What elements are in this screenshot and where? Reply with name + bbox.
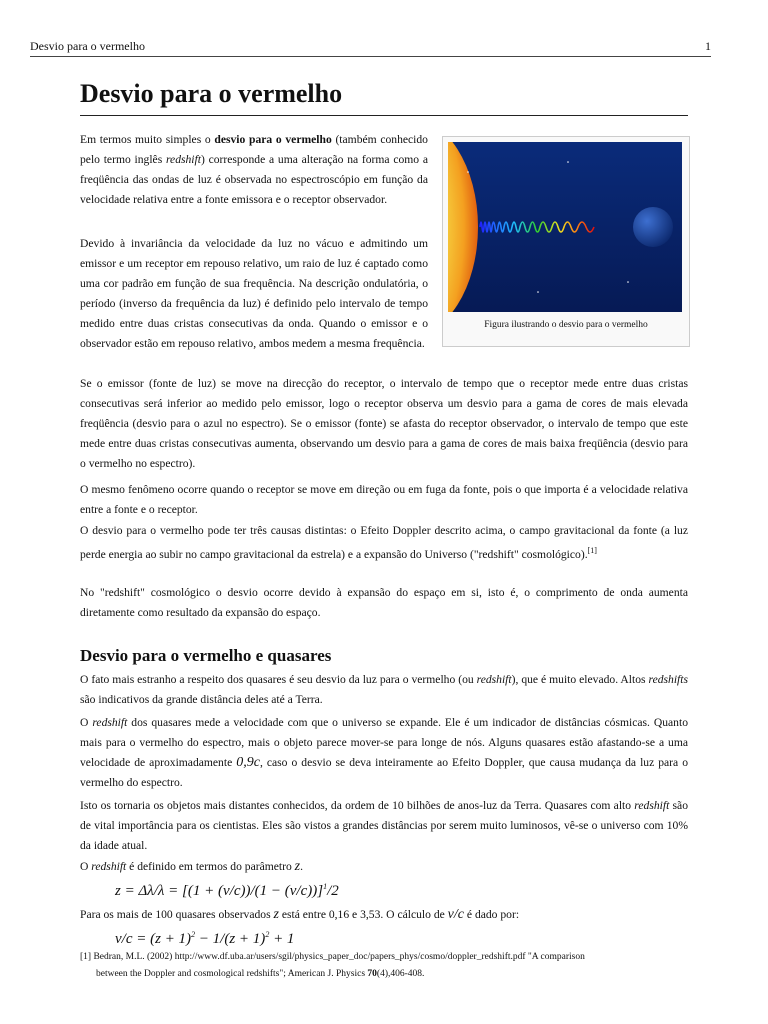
section-paragraph-2: O redshift dos quasares mede a velocidade com que o universo se expande. Ele é um indicador de distâncias cósmicas. Quanto mais para o vermelho do espectro, mais o objeto parece mover-se para longe de nós. Alguns quasares estão afastando-se a uma velocidade de aproximadamente 0,9c, caso o desvio se deva inteiramente ao Efeito Doppler, que causa mudança da luz para o vermelho do espectro. xyxy=(80,716,688,789)
body-paragraph-4: No "redshift" cosmológico o desvio ocorre devido à expansão do espaço em si, isto é, o comprimento de onda aumenta diretamente como resultado da expansão do espaço. xyxy=(80,586,688,619)
bold-term: desvio para o vermelho xyxy=(214,133,332,146)
page-number: 1 xyxy=(705,39,711,53)
body-paragraph-1: Se o emissor (fonte de luz) se move na direcção do receptor, o intervalo de tempo que o receptor mede entre duas cristas consecutivas será inferior ao medido pelo emissor, logo o receptor observa um desvio para a gama de cores de mais elevada freqüência (desvio para o azul no espectro). Se o emissor (fonte) se afasta do receptor observador, o intervalo de tempo que este mede entre duas cristas consecutivas aumenta, observando um desvio para a gama de cores de mais baixa freqüência (desvio para o vermelho no espectro). xyxy=(80,377,688,470)
intro-paragraph-2: Devido à invariância da velocidade da luz no vácuo e admitindo um emissor e um receptor em repouso relativo, um raio de luz é captado como uma cor padrão em função de sua frequência. Na descrição ondulatória, o período (inverso da frequência da luz) é definido pelo intervalo de tempo medido entre duas cristas consecutivas da onda. Quando o emissor e o observador estão em repouso relativo, ambos medem a mesma frequência. xyxy=(80,237,428,350)
reference-link[interactable]: [1] xyxy=(587,546,597,555)
footnote xyxy=(80,949,688,983)
section-paragraph-3: Isto os tornaria os objetos mais distantes conhecidos, da ordem de 10 bilhões de anos-luz da Terra. Quasares com alto redshift são de vital importância para os cientistas. Eles são vistos a grandes distâncias por serem muito luminosos, vê-se o universo com 10% da idade atual. xyxy=(80,799,688,852)
section-paragraph-1: O fato mais estranho a respeito dos quasares é seu desvio da luz para o vermelho (ou redshift), que é muito elevado. Altos redshifts são indicativos da grande distância deles até a Terra. xyxy=(80,673,688,706)
redshift-illustration xyxy=(448,142,682,312)
body-paragraph-2: O mesmo fenômeno ocorre quando o receptor se move em direção ou em fuga da fonte, pois o que importa é a velocidade relativa entre a fonte e o receptor. xyxy=(80,483,688,516)
redshift-figure xyxy=(442,136,690,347)
section-paragraph-4: O redshift é definido em termos do parâmetro z. xyxy=(80,859,304,874)
figure-caption: Figura ilustrando o desvio para o vermelho xyxy=(484,320,648,330)
section-heading: Desvio para o vermelho e quasares xyxy=(80,646,332,665)
footnote-line-1: [1] Bedran, M.L. (2002) http://www.df.uba.ar/users/sgil/physics_paper_doc/papers_phys/cosmo/doppler_redshift.pdf "A comparison xyxy=(80,952,585,962)
equation-velocity: $v/c = (z + 1)^2 - 1/(z + 1)^2 + 1$ xyxy=(115,930,295,947)
page-title: Desvio para o vermelho xyxy=(80,79,688,116)
equation-redshift: $z = \Delta\lambda/\lambda = [(1 + (v/c))/(1 - (v/c))]^1/2$ xyxy=(115,882,339,899)
body-paragraph-3: O desvio para o vermelho pode ter três causas distintas: o Efeito Doppler descrito acima, o campo gravitacional da fonte (a luz perde energia ao subir no campo gravitacional da estrela) e a expansão do Universo ("redshift" cosmológico).[1] xyxy=(80,524,688,561)
footnote-line-2: between the Doppler and cosmological redshifts"; American J. Physics 70(4),406-408. xyxy=(96,969,425,979)
running-header xyxy=(30,38,711,57)
section-paragraph-5: Para os mais de 100 quasares observados z está entre 0,16 e 3,53. O cálculo de v/c é dado por: xyxy=(80,907,520,922)
header-title: Desvio para o vermelho xyxy=(30,39,145,53)
intro-paragraph-1: Em termos muito simples o desvio para o vermelho (também conhecido pelo termo inglês redshift) corresponde a uma alteração na forma como a freqüência das ondas de luz é observada no espectroscópio em função da velocidade relativa entre a fonte emissora e o receptor observador. xyxy=(80,133,428,206)
